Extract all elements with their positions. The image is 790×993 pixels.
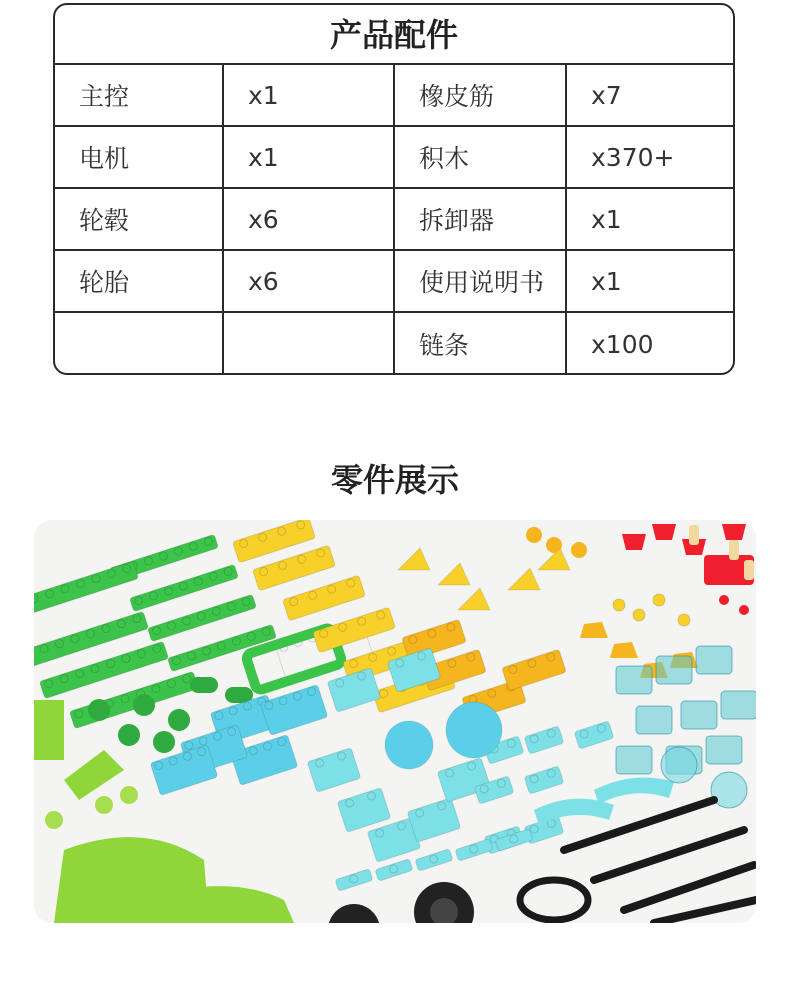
brick-piece (335, 869, 373, 892)
yellow-slope-piece (508, 568, 540, 590)
parts-illustration (34, 520, 756, 923)
yellow-stud-piece (678, 614, 690, 626)
accessories-title: 产品配件 (55, 5, 733, 65)
connector-piece (168, 709, 190, 731)
transparent-piece (721, 691, 756, 719)
transparent-piece (636, 706, 672, 734)
parts-photo (34, 520, 756, 923)
sky-arch-piece (534, 799, 614, 825)
pin-piece (190, 677, 218, 693)
tire-piece-2 (328, 904, 380, 923)
brick-piece (574, 721, 614, 749)
part-name (55, 313, 224, 375)
connector-piece (118, 724, 140, 746)
transparent-piece (696, 646, 732, 674)
sky-round-plate (446, 702, 502, 758)
brick-piece (524, 726, 564, 754)
accessories-table (53, 3, 735, 375)
part-name: 链条 (395, 313, 567, 375)
yellow-round-piece (546, 537, 562, 553)
red-piece (652, 524, 676, 540)
lime-axle-piece (45, 811, 63, 829)
lime-wedge (34, 700, 64, 760)
transparent-piece (706, 736, 742, 764)
transparent-round-piece (661, 747, 697, 783)
lime-slope (64, 750, 124, 800)
brick-piece (375, 859, 413, 882)
tan-pin-piece (744, 560, 754, 580)
transparent-piece (616, 666, 652, 694)
tan-pin-piece (729, 540, 739, 560)
part-name: 积木 (395, 127, 567, 189)
part-quantity: x6 (224, 189, 395, 251)
brick-piece (34, 561, 139, 618)
part-quantity: x1 (224, 65, 395, 127)
red-stud-piece (719, 595, 729, 605)
connector-piece (88, 699, 110, 721)
axle-piece (654, 900, 756, 923)
transparent-piece (681, 701, 717, 729)
part-quantity: x7 (567, 65, 733, 127)
brick-piece (415, 849, 453, 872)
yellow-slope-piece (398, 548, 430, 570)
part-quantity: x100 (591, 329, 654, 359)
part-quantity: x6 (224, 251, 395, 313)
transparent-piece (616, 746, 652, 774)
rubber-ring (520, 880, 588, 920)
parts-display-title: 零件展示 (330, 461, 459, 499)
accessories-grid (55, 65, 733, 375)
sky-arch-piece-2 (594, 778, 674, 805)
yellow-tile-piece (610, 642, 638, 658)
part-quantity: x1 (224, 127, 395, 189)
brick-piece (283, 575, 366, 621)
yellow-round-piece (526, 527, 542, 543)
brick-piece (327, 668, 381, 713)
part-name: 橡皮筋 (395, 65, 567, 127)
yellow-stud-piece (653, 594, 665, 606)
part-name: 轮胎 (55, 251, 224, 313)
yellow-slope-piece (458, 588, 490, 610)
yellow-stud-piece (633, 609, 645, 621)
part-name: 拆卸器 (395, 189, 567, 251)
part-name: 轮毂 (55, 189, 224, 251)
tan-pin-piece (689, 525, 699, 545)
red-stud-piece (739, 605, 749, 615)
yellow-slope-piece (438, 563, 470, 585)
lime-axle-piece (120, 786, 138, 804)
brick-piece (407, 798, 461, 843)
part-name: 电机 (55, 127, 224, 189)
brick-piece (502, 649, 566, 690)
part-quantity: x1 (567, 189, 733, 251)
sky-round-plate-2 (385, 721, 433, 769)
part-name: 使用说明书 (395, 251, 567, 313)
part-quantity: x370+ (567, 127, 733, 189)
connector-piece (133, 694, 155, 716)
yellow-round-piece (571, 542, 587, 558)
brick-piece (455, 839, 493, 862)
brick-piece (524, 766, 564, 794)
connector-piece (153, 731, 175, 753)
red-piece (722, 524, 746, 540)
brick-piece (260, 685, 328, 736)
part-name: 主控 (55, 65, 224, 127)
red-piece (622, 534, 646, 550)
part-quantity (224, 313, 395, 375)
part-quantity: x1 (567, 251, 733, 313)
transparent-piece (656, 656, 692, 684)
yellow-stud-piece (613, 599, 625, 611)
brick-piece (313, 607, 396, 653)
brick-piece (337, 788, 391, 833)
lime-axle-piece (95, 796, 113, 814)
yellow-tile-piece (580, 622, 608, 638)
brick-piece (307, 748, 361, 793)
